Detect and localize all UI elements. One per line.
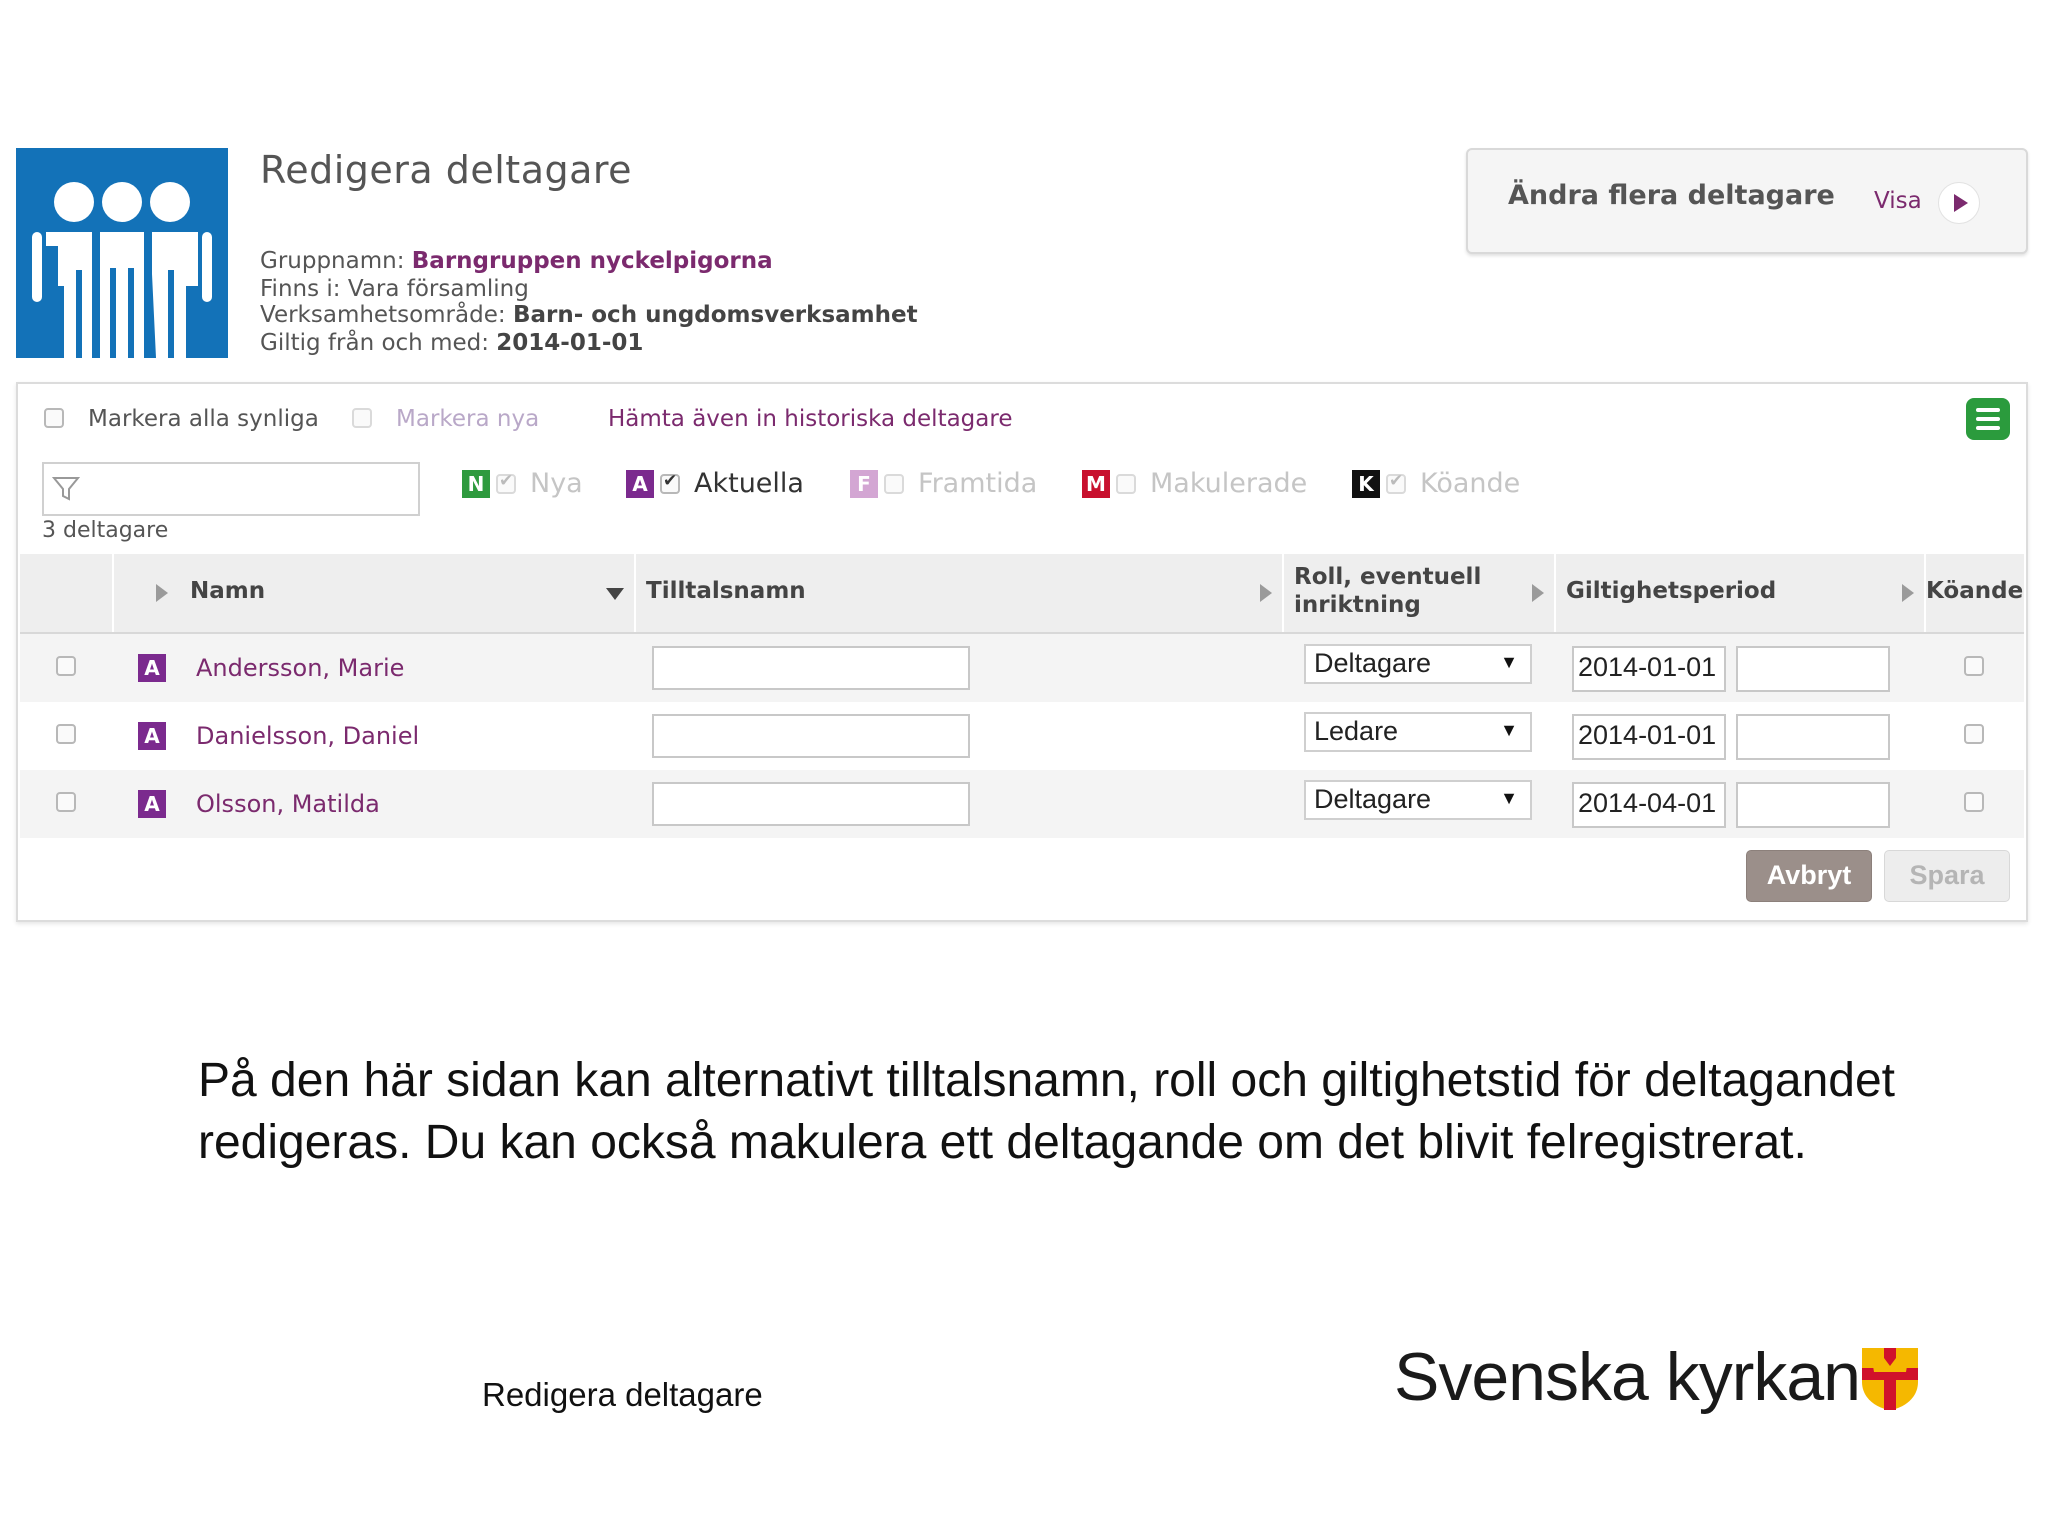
col-header-nickname[interactable]: Tilltalsnamn (646, 578, 806, 604)
expand-arrow-icon[interactable] (1902, 584, 1914, 602)
footer-title: Redigera deltagare (482, 1376, 763, 1413)
cancel-button[interactable]: Avbryt (1746, 850, 1872, 902)
filter-current-checkbox[interactable] (660, 474, 680, 494)
table-header (20, 554, 2024, 634)
filter-current-label: Aktuella (694, 468, 804, 499)
church-shield-icon (1860, 1346, 1920, 1412)
filter-future-label: Framtida (918, 468, 1038, 499)
table-row (20, 770, 2024, 838)
col-header-name[interactable]: Namn (190, 578, 266, 604)
status-badge-new: N (462, 470, 490, 498)
location-line (260, 276, 529, 302)
group-logo (16, 148, 228, 358)
participants-panel (16, 382, 2028, 922)
dropdown-arrow-icon: ▼ (1500, 788, 1518, 808)
filter-cancelled-checkbox[interactable] (1116, 474, 1136, 494)
role-select[interactable] (1304, 780, 1532, 820)
valid-from-label: Giltig från och med: (260, 330, 489, 356)
multi-edit-panel (1466, 148, 2028, 254)
status-badge-current: A (138, 654, 166, 682)
expand-arrow-icon[interactable] (1532, 584, 1544, 602)
nickname-input[interactable] (652, 646, 970, 690)
dropdown-arrow-icon: ▼ (1500, 720, 1518, 740)
valid-from-line (260, 330, 643, 356)
nickname-input[interactable] (652, 714, 970, 758)
select-all-checkbox[interactable] (44, 408, 64, 428)
select-new-label: Markera nya (396, 406, 540, 432)
expand-arrow-icon[interactable] (1260, 584, 1272, 602)
expand-arrow-icon[interactable] (156, 584, 168, 602)
select-all-label: Markera alla synliga (88, 406, 319, 432)
filter-input[interactable] (42, 462, 420, 516)
valid-to-input[interactable] (1736, 782, 1890, 828)
nickname-input[interactable] (652, 782, 970, 826)
people-icon (16, 148, 228, 358)
queue-checkbox[interactable] (1964, 656, 1984, 676)
location-label: Finns i: (260, 276, 341, 302)
multi-edit-show-link[interactable]: Visa (1874, 188, 1922, 214)
historic-participants-link[interactable]: Hämta även in historiska deltagare (608, 406, 1013, 432)
filter-future-checkbox[interactable] (884, 474, 904, 494)
valid-to-input[interactable] (1736, 714, 1890, 760)
status-badge-cancelled: M (1082, 470, 1110, 498)
filter-new-checkbox[interactable] (496, 474, 516, 494)
queue-checkbox[interactable] (1964, 724, 1984, 744)
multi-edit-title: Ändra flera deltagare (1508, 180, 1835, 211)
role-select-value: Deltagare (1314, 784, 1432, 814)
area-value: Barn- och ungdomsverksamhet (512, 302, 918, 328)
brand-wordmark: Svenska kyrkan (1394, 1339, 1860, 1415)
status-badge-current: A (138, 722, 166, 750)
dropdown-arrow-icon: ▼ (1500, 652, 1518, 672)
col-header-role-line1[interactable]: Roll, eventuell (1294, 564, 1482, 590)
save-button[interactable]: Spara (1884, 850, 2010, 902)
status-badge-queue: K (1352, 470, 1380, 498)
filter-new-label: Nya (530, 468, 583, 499)
status-badge-future: F (850, 470, 878, 498)
col-header-role-line2[interactable]: inriktning (1294, 592, 1421, 618)
role-select-value: Ledare (1314, 716, 1399, 746)
status-badge-current: A (138, 790, 166, 818)
valid-from-input[interactable]: 2014-01-01 (1572, 714, 1726, 760)
role-select[interactable] (1304, 644, 1532, 684)
queue-checkbox[interactable] (1964, 792, 1984, 812)
valid-from-value: 2014-01-01 (496, 330, 644, 356)
area-label: Verksamhetsområde: (260, 302, 506, 328)
valid-from-input[interactable]: 2014-04-01 (1572, 782, 1726, 828)
sort-desc-icon[interactable] (606, 588, 624, 600)
participant-name-link[interactable]: Olsson, Matilda (196, 790, 380, 818)
col-header-queue[interactable]: Köande (1926, 578, 2024, 604)
page-title: Redigera deltagare (260, 148, 633, 192)
valid-to-input[interactable] (1736, 646, 1890, 692)
status-badge-current: A (626, 470, 654, 498)
location-value: Vara församling (347, 276, 529, 302)
table-row (20, 634, 2024, 702)
table-row (20, 702, 2024, 770)
group-name-label: Gruppnamn: (260, 248, 405, 274)
participant-name-link[interactable]: Danielsson, Daniel (196, 722, 420, 750)
valid-from-input[interactable]: 2014-01-01 (1572, 646, 1726, 692)
row-select-checkbox[interactable] (56, 656, 76, 676)
col-header-validity[interactable]: Giltighetsperiod (1566, 578, 1777, 604)
filter-cancelled-label: Makulerade (1150, 468, 1308, 499)
play-arrow-icon[interactable] (1938, 182, 1980, 224)
description-text: På den här sidan kan alternativt tilltalsnamn, roll och giltighetstid för deltagandet redigeras. Du kan också makulera ett deltagande om det blivit felregistrerat. (198, 1054, 1895, 1169)
menu-icon[interactable] (1966, 398, 2010, 440)
role-select-value: Deltagare (1314, 648, 1432, 678)
participant-count: 3 deltagare (42, 518, 169, 543)
group-name-value: Barngruppen nyckelpigorna (411, 248, 773, 274)
select-new-checkbox[interactable] (352, 408, 372, 428)
filter-queue-checkbox[interactable] (1386, 474, 1406, 494)
filter-icon (52, 476, 80, 502)
role-select[interactable] (1304, 712, 1532, 752)
group-name-line (260, 248, 773, 274)
row-select-checkbox[interactable] (56, 724, 76, 744)
filter-queue-label: Köande (1420, 468, 1521, 499)
participant-name-link[interactable]: Andersson, Marie (196, 654, 405, 682)
row-select-checkbox[interactable] (56, 792, 76, 812)
area-line (260, 302, 918, 328)
